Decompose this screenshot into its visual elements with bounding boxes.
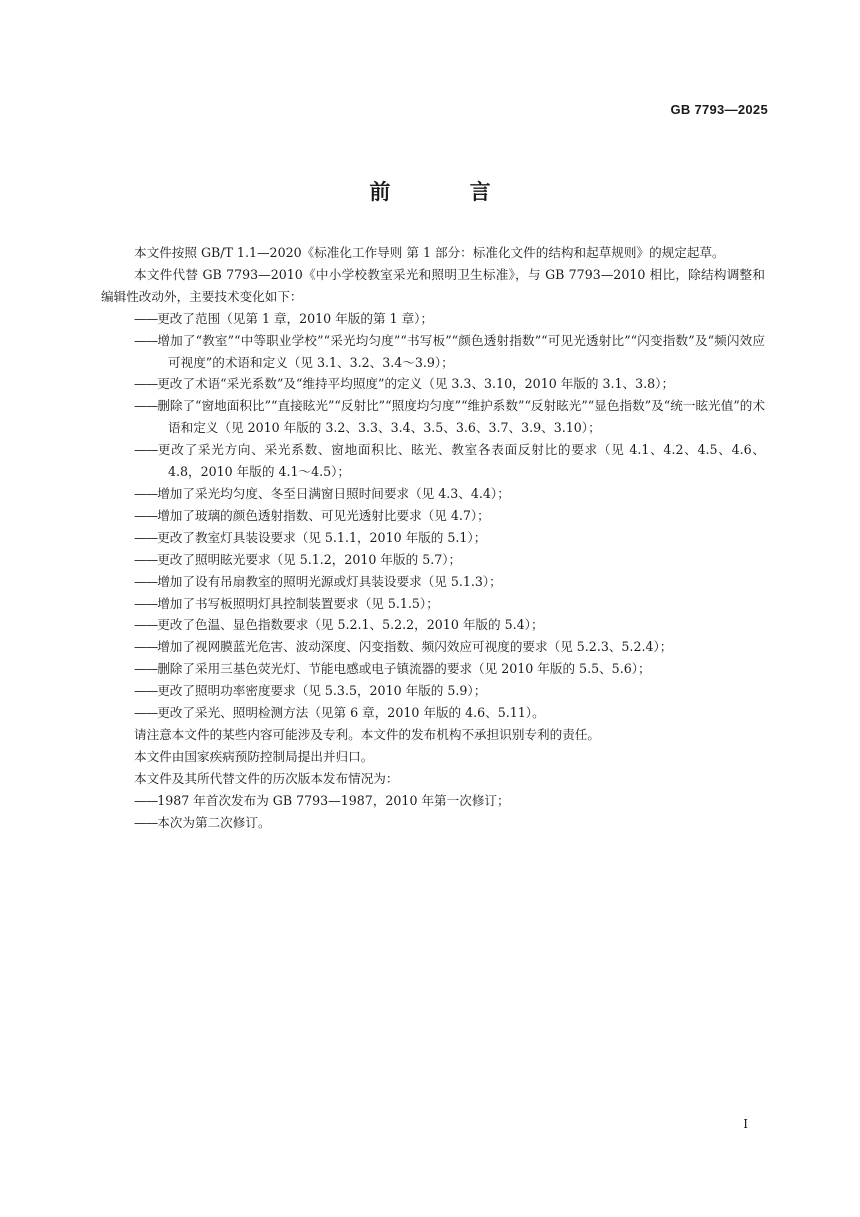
list-item — [101, 395, 765, 439]
list-item — [101, 439, 765, 483]
dash-marker: —— — [134, 661, 158, 677]
history-text: 1987 年首次发布为 GB 7793—1987，2010 年第一次修订； — [157, 792, 510, 808]
history-intro: 本文件及其所代替文件的历次版本发布情况为： — [134, 770, 399, 786]
dash-marker: —— — [134, 551, 158, 567]
change-text: 增加了“教室”“中等职业学校”“采光均匀度”“书写板”“颜色透射指数”“可见光透射比”“闪变指数”及“频闪效应可视度”的术语和定义（见 3.1、3.2、3.4～3.9）； — [157, 332, 765, 370]
dash-marker: —— — [134, 442, 158, 458]
page-title: 前 言 — [369, 180, 527, 204]
change-text: 删除了“窗地面积比”“直接眩光”“反射比”“照度均匀度”“维护系数”“反射眩光”“显色指数”及“统一眩光值”的术语和定义（见 2010 年版的 3.2、3.3、3.4、3.5、3.6、3.7、3.9、3.10）； — [157, 398, 765, 436]
change-text: 增加了设有吊扇教室的照明光源或灯具装设要求（见 5.1.3）； — [157, 573, 502, 589]
list-item — [101, 702, 765, 724]
version-history-list — [101, 790, 765, 834]
dash-marker: —— — [134, 792, 158, 808]
list-item — [101, 505, 765, 527]
list-item — [101, 790, 765, 812]
change-text: 增加了采光均匀度、冬至日满窗日照时间要求（见 4.3、4.4）； — [157, 485, 510, 501]
change-text: 更改了色温、显色指数要求（见 5.2.1、5.2.2，2010 年版的 5.4）； — [157, 617, 544, 633]
change-text: 更改了范围（见第 1 章，2010 年版的第 1 章）； — [157, 310, 434, 326]
list-item — [101, 593, 765, 615]
foreword-body — [101, 242, 765, 833]
dash-marker: —— — [134, 683, 158, 699]
dash-marker: —— — [134, 595, 158, 611]
list-item — [101, 308, 765, 330]
proposer-statement: 本文件由国家疾病预防控制局提出并归口。 — [134, 748, 374, 764]
change-text: 更改了照明眩光要求（见 5.1.2，2010 年版的 5.7）； — [157, 551, 462, 567]
dash-marker: —— — [134, 705, 158, 721]
change-text: 更改了教室灯具装设要求（见 5.1.1，2010 年版的 5.1）； — [157, 529, 487, 545]
list-item — [101, 812, 765, 834]
page-number: I — [743, 1117, 748, 1131]
dash-marker: —— — [134, 332, 158, 348]
change-text: 更改了采光、照明检测方法（见第 6 章，2010 年版的 4.6、5.11）。 — [157, 705, 545, 721]
technical-changes-list — [101, 308, 765, 724]
change-text: 增加了视网膜蓝光危害、波动深度、闪变指数、频闪效应可视度的要求（见 5.2.3、5.2.4）； — [157, 639, 673, 655]
dash-marker: —— — [134, 529, 158, 545]
change-text: 增加了玻璃的颜色透射指数、可见光透射比要求（见 4.7）； — [157, 507, 490, 523]
change-text: 更改了照明功率密度要求（见 5.3.5，2010 年版的 5.9）； — [157, 683, 487, 699]
dash-marker: —— — [134, 398, 158, 414]
list-item — [101, 680, 765, 702]
standard-code: GB 7793—2025 — [670, 102, 768, 117]
dash-marker: —— — [134, 814, 158, 830]
history-text: 本次为第二次修订。 — [157, 814, 271, 830]
dash-marker: —— — [134, 617, 158, 633]
change-text: 删除了采用三基色荧光灯、节能电感或电子镇流器的要求（见 2010 年版的 5.5、5.6）； — [157, 661, 651, 677]
dash-marker: —— — [134, 639, 158, 655]
change-text: 增加了书写板照明灯具控制装置要求（见 5.1.5）； — [157, 595, 439, 611]
dash-marker: —— — [134, 507, 158, 523]
list-item — [101, 483, 765, 505]
change-text: 更改了术语“采光系数”及“维持平均照度”的定义（见 3.3、3.10，2010 年版的 3.1、3.8）； — [157, 376, 675, 392]
list-item — [101, 330, 765, 374]
replacement-paragraph: 本文件代替 GB 7793—2010《中小学校教室采光和照明卫生标准》，与 GB 7793—2010 相比，除结构调整和编辑性改动外，主要技术变化如下： — [101, 266, 765, 304]
dash-marker: —— — [134, 485, 158, 501]
list-item — [101, 658, 765, 680]
list-item — [101, 571, 765, 593]
list-item — [101, 636, 765, 658]
list-item — [101, 373, 765, 395]
dash-marker: —— — [134, 573, 158, 589]
dash-marker: —— — [134, 376, 158, 392]
list-item — [101, 614, 765, 636]
dash-marker: —— — [134, 310, 158, 326]
change-text: 更改了采光方向、采光系数、窗地面积比、眩光、教室各表面反射比的要求（见 4.1、4.2、4.5、4.6、4.8，2010 年版的 4.1～4.5）； — [157, 442, 765, 480]
patent-notice: 请注意本文件的某些内容可能涉及专利。本文件的发布机构不承担识别专利的责任。 — [134, 726, 600, 742]
drafting-rule-paragraph: 本文件按照 GB/T 1.1—2020《标准化工作导则 第 1 部分：标准化文件的结构和起草规则》的规定起草。 — [134, 245, 725, 260]
list-item — [101, 549, 765, 571]
list-item — [101, 527, 765, 549]
